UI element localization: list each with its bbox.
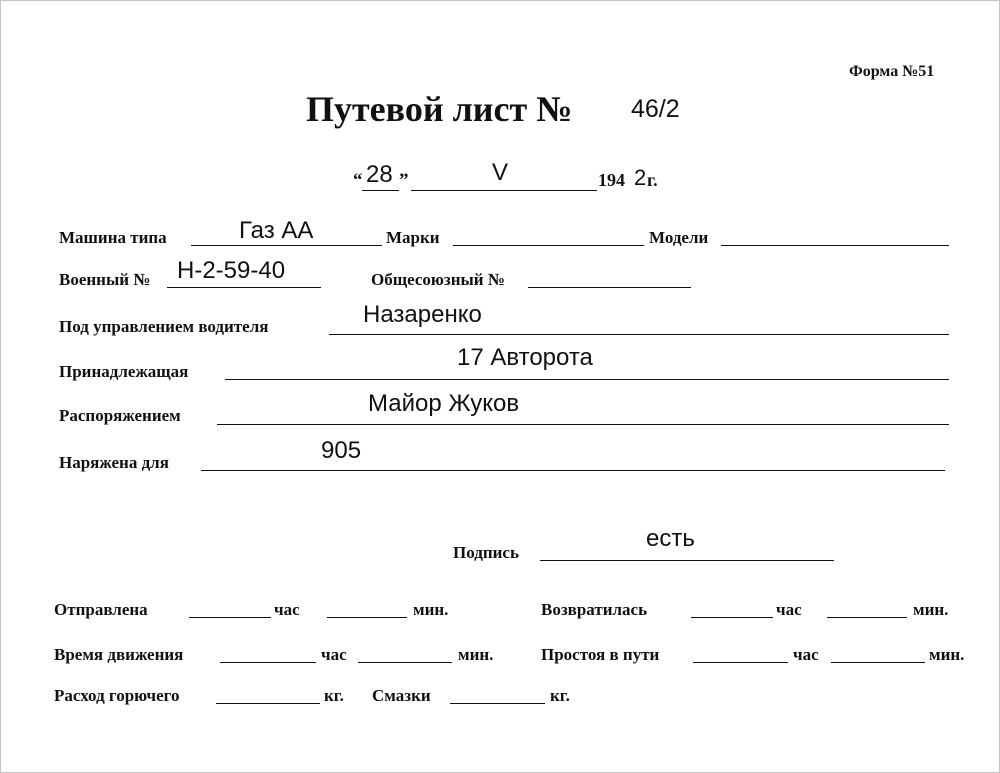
vehicle-brand-line[interactable] <box>453 245 644 246</box>
departed-min-label: мин. <box>413 600 449 619</box>
fuel-kg-label: кг. <box>324 686 344 705</box>
date-month-line <box>411 190 597 191</box>
signature-value[interactable]: есть <box>646 525 695 552</box>
date-month-value[interactable]: V <box>492 159 509 186</box>
order-label: Распоряжением <box>59 406 181 425</box>
driver-value[interactable]: Назаренко <box>363 301 482 328</box>
returned-label: Возвратилась <box>541 600 648 619</box>
military-number-value[interactable]: Н-2-59-40 <box>177 257 286 284</box>
idle-hour-line[interactable] <box>693 662 788 663</box>
date-year-suffix: г. <box>647 170 658 190</box>
signature-label: Подпись <box>453 543 519 562</box>
military-number-label: Военный № <box>59 270 151 289</box>
vehicle-model-line[interactable] <box>721 245 949 246</box>
returned-min-line[interactable] <box>827 617 907 618</box>
departed-hour-line[interactable] <box>189 617 271 618</box>
lube-label: Смазки <box>372 686 431 705</box>
date-year-digit-value[interactable]: 2 <box>634 165 647 190</box>
driver-line <box>329 334 949 335</box>
returned-hour-line[interactable] <box>691 617 773 618</box>
vehicle-model-label: Модели <box>649 228 709 247</box>
lube-kg-label: кг. <box>550 686 570 705</box>
departed-min-line[interactable] <box>327 617 407 618</box>
order-value[interactable]: Майор Жуков <box>368 390 520 417</box>
vehicle-type-label: Машина типа <box>59 228 167 247</box>
vehicle-brand-label: Марки <box>386 228 440 247</box>
lube-line[interactable] <box>450 703 545 704</box>
owner-value[interactable]: 17 Авторота <box>457 344 593 371</box>
idle-min-label: мин. <box>929 645 965 664</box>
form-number: Форма №51 <box>849 63 935 80</box>
sheet-number-value[interactable]: 46/2 <box>631 95 680 123</box>
date-close-quote: ” <box>399 170 409 191</box>
idle-label: Простоя в пути <box>541 645 660 664</box>
driver-label: Под управлением водителя <box>59 317 269 336</box>
travel-time-min-label: мин. <box>458 645 494 664</box>
departed-label: Отправлена <box>54 600 148 619</box>
union-number-line[interactable] <box>528 287 691 288</box>
returned-hour-label: час <box>776 600 802 619</box>
vehicle-type-line <box>191 245 382 246</box>
travel-time-hour-line[interactable] <box>220 662 316 663</box>
date-day-line <box>362 190 399 191</box>
military-number-line <box>167 287 321 288</box>
signature-line <box>540 560 834 561</box>
form-title: Путевой лист № <box>306 89 573 129</box>
date-open-quote: “ <box>353 170 363 191</box>
travel-time-label: Время движения <box>54 645 184 664</box>
travel-time-min-line[interactable] <box>358 662 452 663</box>
travel-time-hour-label: час <box>321 645 347 664</box>
assigned-label: Наряжена для <box>59 453 169 472</box>
date-day-value[interactable]: 28 <box>366 161 393 188</box>
assigned-line <box>201 470 945 471</box>
date-year-prefix: 194 <box>598 170 625 190</box>
idle-min-line[interactable] <box>831 662 925 663</box>
returned-min-label: мин. <box>913 600 949 619</box>
owner-label: Принадлежащая <box>59 362 189 381</box>
idle-hour-label: час <box>793 645 819 664</box>
union-number-label: Общесоюзный № <box>371 270 505 289</box>
vehicle-type-value[interactable]: Газ АА <box>239 217 314 244</box>
owner-line <box>225 379 949 380</box>
order-line <box>217 424 949 425</box>
assigned-value[interactable]: 905 <box>321 437 362 464</box>
fuel-label: Расход горючего <box>54 686 180 705</box>
departed-hour-label: час <box>274 600 300 619</box>
fuel-line[interactable] <box>216 703 320 704</box>
